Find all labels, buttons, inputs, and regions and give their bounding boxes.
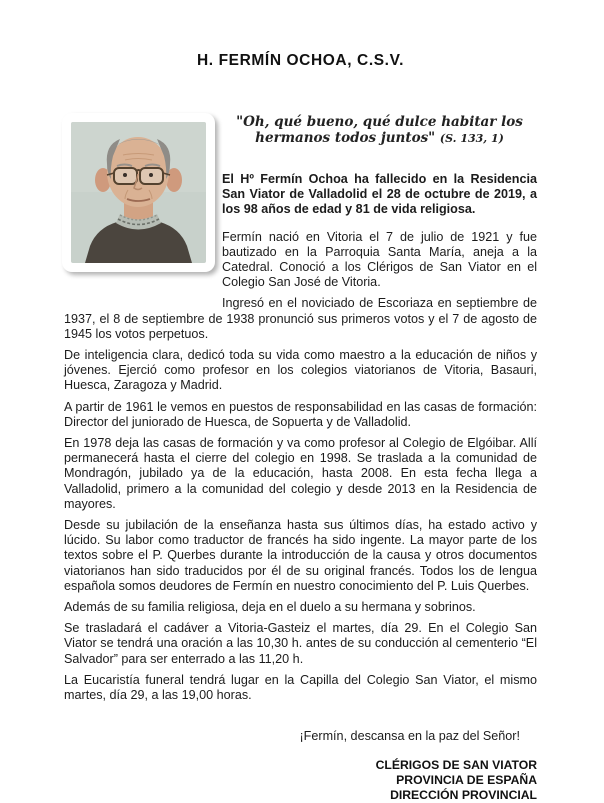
signature-line-province: PROVINCIA DE ESPAÑA xyxy=(64,773,537,788)
farewell-line: ¡Fermín, descansa en la paz del Señor! xyxy=(64,729,537,744)
signature-line-congregation: CLÉRIGOS DE SAN VIATOR xyxy=(64,758,537,773)
portrait-photo xyxy=(71,122,206,263)
intro-column xyxy=(222,113,537,290)
quote-line1: "Oh, qué bueno, qué dulce habitar los xyxy=(236,114,523,130)
portrait-photo-frame xyxy=(62,113,215,272)
signature-line-direction: DIRECCIÓN PROVINCIAL xyxy=(64,788,537,803)
page-title: H. FERMÍN OCHOA, C.S.V. xyxy=(64,52,537,70)
quote-line2: hermanos todos juntos" xyxy=(255,130,435,146)
scripture-quote xyxy=(222,114,537,147)
signature-block xyxy=(64,758,537,803)
funeral-details-paragraph: La Eucaristía funeral tendrá lugar en la Capilla del Colegio San Viator, el mismo martes, día 29, a las 19,00 horas. xyxy=(64,673,537,703)
biography-paragraph: Además de su familia religiosa, deja en el duelo a su hermana y sobrinos. xyxy=(64,600,537,615)
biography-paragraph: Fermín nació en Vitoria el 7 de julio de 1921 y fue bautizado en la Parroquia Santa María, aneja a la Catedral. Conoció a los Clérigos de San Viator en el Colegio San José de Vitoria. xyxy=(222,230,537,291)
biography-paragraph: En 1978 deja las casas de formación y va como profesor al Colegio de Elgóibar. Allí permanecerá hasta el cierre del colegio en 1998. Se traslada a la comunidad de Mondragón, jubilado ya de la educación, hasta 2008. En esta fecha llega a Valladolid, primero a la comunidad del colegio y desde 2013 en la Residencia de mayores. xyxy=(64,436,537,512)
biography-paragraph: Ingresó en el noviciado de Escoriaza en septiembre de 1937, el 8 de septiembre de 1938 pronunció sus primeros votos y el 7 de agosto de 1945 los votos perpetuos. xyxy=(64,296,537,342)
photo-and-intro-row xyxy=(64,113,537,290)
photo-column xyxy=(64,113,222,290)
biography-paragraph: Desde su jubilación de la enseñanza hasta sus últimos días, ha estado activo y lúcido. Su labor como traductor de francés ha sido ingente. La mayor parte de los textos sobre el P. Querbes durante la introducción de la causa y otros documentos viatorianos han sido traducidos por él de su original francés. Todos los de lengua española somos deudores de Fermín en nuestro conocimiento del P. Luis Querbes. xyxy=(64,518,537,594)
biography-text xyxy=(64,296,537,703)
death-announcement: El Hº Fermín Ochoa ha fallecido en la Residencia San Viator de Valladolid el 28 de octubre de 2019, a los 98 años de edad y 81 de vida religiosa. xyxy=(222,172,537,218)
quote-reference: (S. 133, 1) xyxy=(440,132,504,145)
biography-paragraph: A partir de 1961 le vemos en puestos de responsabilidad en las casas de formación: Director del juniorado de Huesca, de Sopuerta y de Valladolid. xyxy=(64,400,537,430)
biography-paragraph: De inteligencia clara, dedicó toda su vida como maestro a la educación de niños y jóvenes. Ejerció como profesor en los colegios viatorianos de Vitoria, Basauri, Huesca, Zaragoza y Madrid. xyxy=(64,348,537,394)
funeral-details-paragraph: Se trasladará el cadáver a Vitoria-Gasteiz el martes, día 29. En el Colegio San Viator se tendrá una oración a las 10,30 h. antes de su conducción al cementerio “El Salvador” para ser enterrado a las 11,20 h. xyxy=(64,621,537,667)
